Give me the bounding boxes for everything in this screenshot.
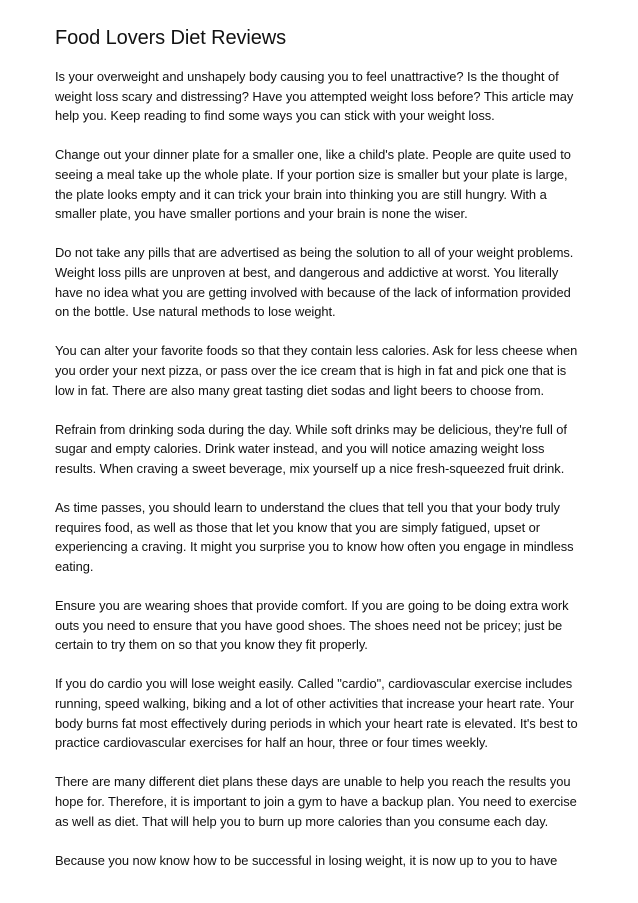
page-title: Food Lovers Diet Reviews (55, 27, 287, 49)
paragraph-favorite-foods: You can alter your favorite foods so that they contain less calories. Ask for less cheese when you order your next pizza, or pass over the ice cream that is high in fat and pick one that is low in fat. There are also many great tasting diet sodas and light beers to choose from. (55, 343, 578, 398)
paragraph-cardio: If you do cardio you will lose weight easily. Called "cardio", cardiovascular exercise includes running, speed walking, biking and a lot of other activities that increase your heart rate. Your body burns fat most effectively during periods in which your heart rate is elevated. It's best to practice cardiovascular exercises for half an hour, three or four times weekly. (55, 676, 578, 751)
paragraph-diet-pills: Do not take any pills that are advertised as being the solution to all of your weight problems. Weight loss pills are unproven at best, and dangerous and addictive at worst. You literally have no idea what you are getting involved with because of the lack of information provided on the bottle. Use natural methods to lose weight. (55, 245, 574, 320)
paragraph-shoes: Ensure you are wearing shoes that provide comfort. If you are going to be doing extra work outs you need to ensure that you have good shoes. The shoes need not be pricey; just be certain to try them on so that you know they fit properly. (55, 598, 569, 653)
paragraph-dinner-plate: Change out your dinner plate for a smaller one, like a child's plate. People are quite used to seeing a meal take up the whole plate. If your portion size is smaller but your plate is large, the plate looks empty and it can trick your brain into thinking you are still hungry. With a smaller plate, you have smaller portions and your brain is none the wiser. (55, 147, 571, 222)
paragraph-hunger-clues: As time passes, you should learn to understand the clues that tell you that your body truly requires food, as well as those that let you know that you are simply fatigued, upset or experiencing a craving. It might you surprise you to know how often you engage in mindless eating. (55, 500, 574, 574)
paragraph-soda: Refrain from drinking soda during the day. While soft drinks may be delicious, they're full of sugar and empty calories. Drink water instead, and you will notice amazing weight loss results. When craving a sweet beverage, mix yourself up a nice fresh-squeezed fruit drink. (55, 421, 567, 476)
document-page (55, 24, 583, 890)
paragraph-conclusion: Because you now know how to be successful in losing weight, it is now up to you to have (55, 852, 558, 868)
paragraph-intro: Is your overweight and unshapely body causing you to feel unattractive? Is the thought of weight loss scary and distressing? Have you attempted weight loss before? This article may help you. Keep reading to find some ways you can stick with your weight loss. (55, 69, 574, 124)
paragraph-gym-backup: There are many different diet plans these days are unable to help you reach the results you hope for. Therefore, it is important to join a gym to have a backup plan. You need to exercise as well as diet. That will help you to burn up more calories than you consume each day. (55, 774, 577, 829)
